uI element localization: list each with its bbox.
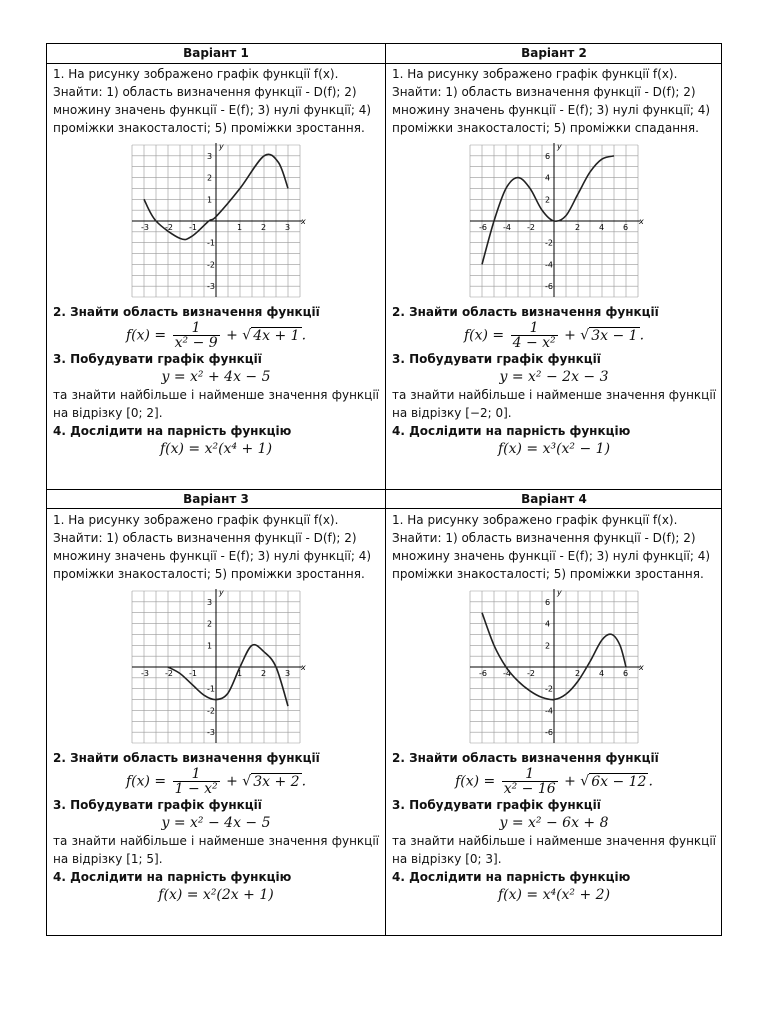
fraction-denominator: x² − 9 xyxy=(174,335,218,351)
x-axis-label: x xyxy=(639,663,644,672)
y-tick-label: 2 xyxy=(207,173,213,183)
x-tick-label: -4 xyxy=(503,223,511,232)
function-graph xyxy=(126,139,306,303)
fraction-denominator: 1 − x² xyxy=(174,781,218,797)
task-4-label: 4. Дослідити на парність функцію xyxy=(53,424,292,438)
task-3-text: та знайти найбільше і найменше значення функції на відрізку [0; 2]. xyxy=(53,388,379,420)
variant-body xyxy=(47,63,385,458)
formula-lhs: f(x) = xyxy=(125,327,171,344)
task-4-formula: f(x) = x²(x⁴ + 1) xyxy=(159,441,273,457)
formula-period: . xyxy=(301,327,307,344)
y-tick-label: 2 xyxy=(545,641,551,651)
task-2-label: 2. Знайти область визначення функції xyxy=(392,751,659,765)
task-2-formula xyxy=(392,767,716,796)
variant-title: Варіант 4 xyxy=(521,492,587,506)
task-4-formula: f(x) = x³(x² − 1) xyxy=(497,441,611,457)
x-tick-label: -1 xyxy=(189,669,197,678)
task-3-formula: y = x² − 6x + 8 xyxy=(499,815,609,831)
formula-plus: + xyxy=(221,773,243,790)
y-tick-label: 6 xyxy=(545,151,551,161)
x-tick-label: 2 xyxy=(575,223,581,232)
sqrt-radicand: 3x − 1 xyxy=(591,327,638,344)
formula-plus: + xyxy=(221,327,243,344)
x-tick-label: -3 xyxy=(141,223,149,232)
task-3-formula: y = x² − 4x − 5 xyxy=(161,815,271,831)
variant-title: Варіант 1 xyxy=(183,46,249,60)
x-tick-label: -3 xyxy=(141,669,149,678)
x-axis-label: x xyxy=(301,663,306,672)
task-3-label: 3. Побудувати графік функції xyxy=(392,798,601,812)
y-axis-label: y xyxy=(219,588,224,597)
task-3-label: 3. Побудувати графік функції xyxy=(53,352,262,366)
x-tick-label: 4 xyxy=(599,669,605,678)
y-tick-label: -3 xyxy=(207,728,215,738)
x-tick-label: -2 xyxy=(527,223,535,232)
y-tick-label: 4 xyxy=(545,619,551,629)
fraction xyxy=(511,321,558,350)
formula-plus: + xyxy=(559,327,581,344)
y-tick-label: 1 xyxy=(207,195,213,205)
x-tick-label: 6 xyxy=(623,669,629,678)
sqrt-sign: √ xyxy=(580,773,590,790)
function-graph xyxy=(464,139,644,303)
task-2-label: 2. Знайти область визначення функції xyxy=(53,305,320,319)
y-axis-label: y xyxy=(557,588,562,597)
x-tick-label: -6 xyxy=(479,669,487,678)
sqrt-sign: √ xyxy=(580,327,590,344)
x-tick-label: -4 xyxy=(503,669,511,678)
y-tick-label: -2 xyxy=(545,238,553,248)
x-tick-label: -6 xyxy=(479,223,487,232)
fraction-numerator: 1 xyxy=(173,321,220,336)
y-axis-label: y xyxy=(219,142,224,151)
task-3-label: 3. Побудувати графік функції xyxy=(392,352,601,366)
formula-period: . xyxy=(639,327,645,344)
x-tick-label: 2 xyxy=(261,223,267,232)
task-3-text: та знайти найбільше і найменше значення функції на відрізку [0; 3]. xyxy=(392,834,716,866)
y-axis-label: y xyxy=(557,142,562,151)
fraction-numerator: 1 xyxy=(173,767,220,782)
task-3-formula: y = x² − 2x − 3 xyxy=(499,369,609,385)
variant-3-cell xyxy=(47,490,385,936)
function-graph xyxy=(126,585,306,749)
task-4-label: 4. Дослідити на парність функцію xyxy=(392,870,631,884)
task-4-formula: f(x) = x²(2x + 1) xyxy=(158,887,274,903)
variant-body xyxy=(386,509,722,904)
sqrt-sign: √ xyxy=(242,773,252,790)
y-tick-label: 1 xyxy=(207,641,213,651)
formula-period: . xyxy=(301,773,307,790)
task-1-text: 1. На рисунку зображено графік функції f(x). Знайти: 1) область визначення функції - D(f); 2) множину значень функції - E(f); 3) нулі функції; 4) проміжки знакосталості; 5) проміжки зростання. xyxy=(53,67,372,135)
variant-title: Варіант 3 xyxy=(183,492,249,506)
task-3-text: та знайти найбільше і найменше значення функції на відрізку [−2; 0]. xyxy=(392,388,716,420)
y-tick-label: -2 xyxy=(207,706,215,716)
fraction xyxy=(173,767,220,796)
x-tick-label: 3 xyxy=(285,669,291,678)
y-tick-label: 3 xyxy=(207,597,213,607)
task-2-formula xyxy=(53,321,379,350)
variant-title: Варіант 2 xyxy=(521,46,587,60)
x-tick-label: -2 xyxy=(165,223,173,232)
y-tick-label: 2 xyxy=(545,195,551,205)
sqrt-radicand: 3x + 2 xyxy=(253,773,300,790)
fraction xyxy=(502,767,558,796)
formula-lhs: f(x) = xyxy=(463,327,509,344)
y-tick-label: 2 xyxy=(207,619,213,629)
x-tick-label: 2 xyxy=(261,669,267,678)
formula-lhs: f(x) = xyxy=(125,773,171,790)
x-tick-label: -1 xyxy=(189,223,197,232)
x-tick-label: 2 xyxy=(575,669,581,678)
x-tick-label: 6 xyxy=(623,223,629,232)
y-tick-label: 4 xyxy=(545,173,551,183)
fraction-numerator: 1 xyxy=(511,321,558,336)
y-tick-label: -3 xyxy=(207,282,215,292)
sqrt-radicand: 4x + 1 xyxy=(253,327,300,344)
formula-plus: + xyxy=(559,773,581,790)
formula-period: . xyxy=(648,773,653,790)
x-tick-label: 1 xyxy=(237,223,243,232)
sqrt-radicand: 6x − 12 xyxy=(591,773,647,790)
task-3-text: та знайти найбільше і найменше значення функції на відрізку [1; 5]. xyxy=(53,834,379,866)
variant-body xyxy=(386,63,722,458)
y-tick-label: -2 xyxy=(545,684,553,694)
task-2-formula xyxy=(392,321,716,350)
y-tick-label: -6 xyxy=(545,282,553,292)
y-tick-label: -1 xyxy=(207,684,215,694)
y-tick-label: -4 xyxy=(545,260,553,270)
task-1-text: 1. На рисунку зображено графік функції f(x). Знайти: 1) область визначення функції - D(f); 2) множину значень функції - E(f); 3) нулі функції; 4) проміжки знакосталості; 5) проміжки зростання. xyxy=(392,513,711,581)
task-4-formula: f(x) = x⁴(x² + 2) xyxy=(497,887,611,903)
x-axis-label: x xyxy=(301,217,306,226)
x-tick-label: 3 xyxy=(285,223,291,232)
x-tick-label: -2 xyxy=(527,669,535,678)
y-tick-label: -4 xyxy=(545,706,553,716)
sqrt-sign: √ xyxy=(242,327,252,344)
fraction xyxy=(173,321,220,350)
y-tick-label: -1 xyxy=(207,238,215,248)
task-1-text: 1. На рисунку зображено графік функції f(x). Знайти: 1) область визначення функції - D(f); 2) множину значень функції - E(f); 3) нулі функції; 4) проміжки знакосталості; 5) проміжки спадання. xyxy=(392,67,711,135)
task-3-formula: y = x² + 4x − 5 xyxy=(161,369,271,385)
x-tick-label: -2 xyxy=(165,669,173,678)
variant-1-cell xyxy=(47,44,385,489)
variant-2-cell xyxy=(386,44,722,489)
variant-body xyxy=(47,509,385,904)
function-graph xyxy=(464,585,644,749)
task-2-formula xyxy=(53,767,379,796)
y-tick-label: 6 xyxy=(545,597,551,607)
y-tick-label: -6 xyxy=(545,728,553,738)
y-tick-label: -2 xyxy=(207,260,215,270)
fraction-numerator: 1 xyxy=(502,767,558,782)
fraction-denominator: x² − 16 xyxy=(503,781,556,797)
y-tick-label: 3 xyxy=(207,151,213,161)
variant-4-cell xyxy=(386,490,722,936)
formula-lhs: f(x) = xyxy=(455,773,500,790)
x-tick-label: 4 xyxy=(599,223,605,232)
task-1-text: 1. На рисунку зображено графік функції f(x). Знайти: 1) область визначення функції - D(f); 2) множину значень функції - E(f); 3) нулі функції; 4) проміжки знакосталості; 5) проміжки зростання. xyxy=(53,513,372,581)
task-3-label: 3. Побудувати графік функції xyxy=(53,798,262,812)
task-4-label: 4. Дослідити на парність функцію xyxy=(53,870,292,884)
x-tick-label: 1 xyxy=(237,669,243,678)
task-4-label: 4. Дослідити на парність функцію xyxy=(392,424,631,438)
worksheet-table xyxy=(46,43,722,936)
x-axis-label: x xyxy=(639,217,644,226)
fraction-denominator: 4 − x² xyxy=(512,335,556,351)
task-2-label: 2. Знайти область визначення функції xyxy=(392,305,659,319)
task-2-label: 2. Знайти область визначення функції xyxy=(53,751,320,765)
